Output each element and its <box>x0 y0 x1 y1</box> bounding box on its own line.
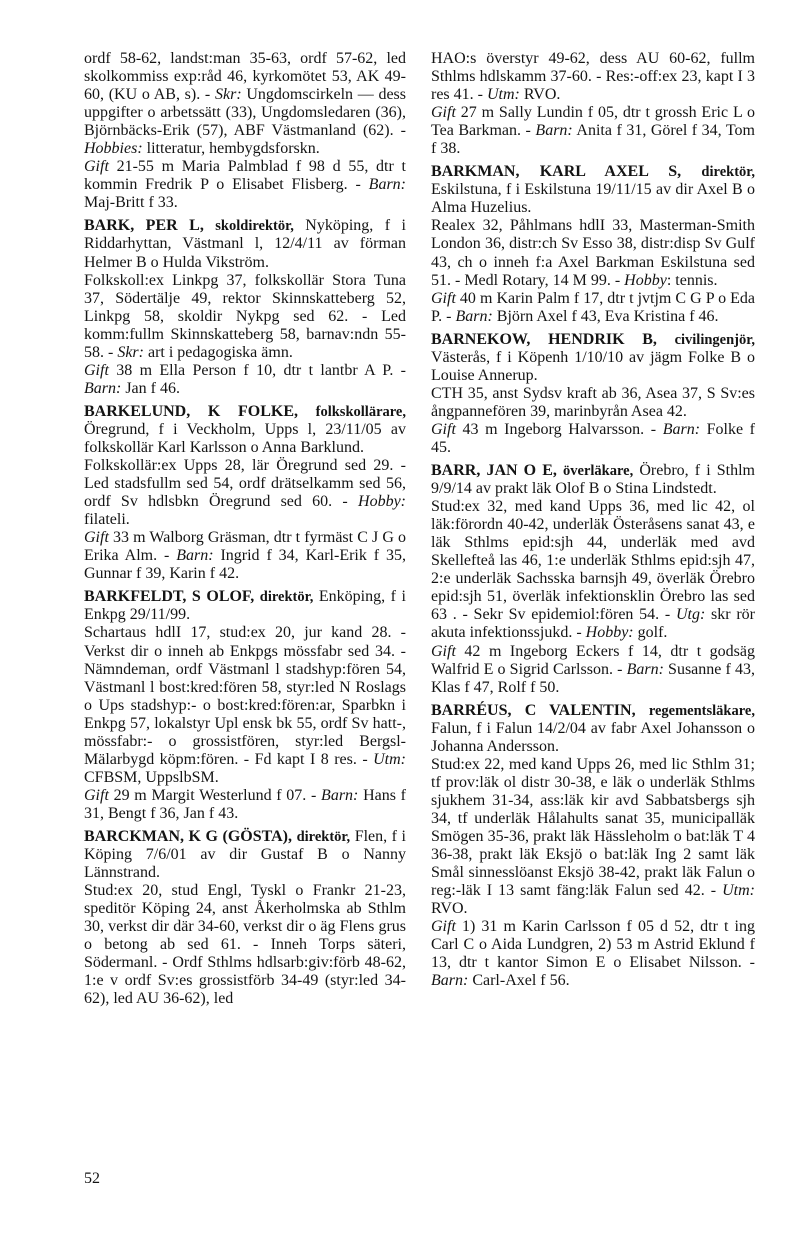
entry-paragraph <box>431 702 755 756</box>
field-label: Barn: <box>455 307 493 325</box>
right-column <box>431 50 755 990</box>
field-label: Skr: <box>214 86 242 104</box>
field-label: Barn: <box>368 176 406 194</box>
entry-text: Västerås, f i Köpenh 1/10/10 av jägm Folke B o Louise Annerup. <box>431 348 755 384</box>
field-label: Utm: <box>486 86 520 104</box>
entry-text: CTH 35, anst Sydsv kraft ab 36, Asea 37, S Sv:es ångpannefören 39, marinbyrån Asea 42. <box>431 384 755 420</box>
person-title: regementsläkare, <box>648 702 755 719</box>
entry-text: filateli. <box>84 511 130 529</box>
entry-text: Folkskollär:ex Upps 28, lär Öregrund sed 29. - Led stadsfullm sed 54, ordf drätselkamm sed 56, ordf Sv hdlsbkn Öregrund sed 60. - <box>84 457 406 511</box>
field-label: Hobby: <box>585 624 634 642</box>
person-name: BARK, PER L, <box>84 217 216 235</box>
field-label: Barn: <box>431 972 469 990</box>
entry-text: RVO. <box>519 86 561 104</box>
entry-text: Falun, f i Falun 14/2/04 av fabr Axel Johansson o Johanna Andersson. <box>431 719 755 755</box>
entry-paragraph <box>84 403 406 457</box>
entry-text: Björn Axel f 43, Eva Kristina f 46. <box>492 307 719 325</box>
person-title: skoldirektör, <box>215 218 294 235</box>
entry-text: 38 m Ella Person f 10, dtr t lantbr A P. - <box>108 361 406 379</box>
field-label: Utm: <box>373 750 406 768</box>
entry-text: 1) 31 m Karin Carlsson f 05 d 52, dtr t ing Carl C o Aida Lundgren, 2) 53 m Astrid Eklund f 13, dtr t kantor Simon E o Elisabet Nilsson. - <box>431 918 755 972</box>
person-name: BARKFELDT, S OLOF, <box>84 588 260 606</box>
biography-entry <box>431 331 755 457</box>
biography-entry <box>431 462 755 697</box>
field-label: Gift <box>84 529 109 547</box>
entry-text: CFBSM, UppslbSM. <box>84 768 219 786</box>
field-label: Gift <box>431 918 456 936</box>
entry-text: Eskilstuna, f i Eskilstuna 19/11/15 av dir Axel B o Alma Huzelius. <box>431 181 755 217</box>
field-label: Utm: <box>722 882 755 900</box>
entry-paragraph <box>431 50 755 104</box>
entry-paragraph <box>431 643 755 697</box>
entry-text: Stud:ex 32, med kand Upps 36, med lic 42, ol läk:förordn 40-42, underläk Österåsens sanat 43, e läk Sthlms epid:sjh 44, underläk med avd Skellefteå las 46, 1:e underläk Sthlms epid:sjh 47, 2:e underläk Sachsska barnsjh 49, överläk Örebro epid:sjh 51, överläk infektionsklin Örebro las sed 63 . - Sekr Sv epidemiol:fören 54. - <box>431 498 755 624</box>
person-title: överläkare, <box>563 463 634 480</box>
entry-paragraph <box>431 498 755 642</box>
field-label: Gift <box>84 361 109 379</box>
biography-entry <box>431 702 755 991</box>
person-title: folkskollärare, <box>315 403 406 420</box>
entry-text: Ingrid f 34, Karl-Erik f 35, Gunnar f 39, Karin f 42. <box>84 547 407 583</box>
entry-paragraph <box>84 50 406 158</box>
person-title: direktör, <box>259 589 314 606</box>
entry-text: 40 m Karin Palm f 17, dtr t jvtjm C G P o Eda P. - <box>431 289 755 325</box>
entry-text: Realex 32, Påhlmans hdlI 33, Masterman-Smith London 36, distr:ch Sv Esso 38, distr:disp Sv Gulf 43, ch o inneh f:a Axel Barkman Eskilstuna sed 51. - Medl Rotary, 14 M 99. - <box>431 217 755 289</box>
field-label: Hobby <box>624 271 667 289</box>
entry-text: 21-55 m Maria Palmblad f 98 d 55, dtr t kommin Fredrik P o Elisabet Flisberg. - <box>84 158 406 194</box>
entry-paragraph <box>431 462 755 498</box>
field-label: Gift <box>84 786 109 804</box>
entry-text: : tennis. <box>666 271 718 289</box>
person-name: BARKELUND, K FOLKE, <box>84 402 316 420</box>
entry-paragraph <box>84 787 406 823</box>
entry-text: 43 m Ingeborg Halvarsson. - <box>455 420 663 438</box>
entry-text: Stud:ex 22, med kand Upps 26, med lic Sthlm 31; tf prov:läk ol distr 30-38, e läk o underläk Sthlms sjukhem 31-34, ass:läk kir avd Sabbatsbergs sjh 34, tf underläk Hålahults sanat 35, municipalläk Smögen 35-36, prakt läk Hässleholm o bat:läk T 4 36-38, prakt läk Eksjö o bat:läk Ing 2 samt läk Smål sinnesslöanst Eksjö 38-42, prakt läk Falun o reg:-läk I 13 samt fäng:läk Falun sed 42. - <box>431 755 755 900</box>
entry-paragraph <box>84 158 406 212</box>
entry-text: Enköping, f i Enkpg 29/11/99. <box>84 588 406 624</box>
entry-paragraph <box>84 828 406 882</box>
entry-text: RVO. <box>431 900 468 918</box>
entry-text: ordf 58-62, landst:man 35-63, ordf 57-62, led skolkommiss exp:råd 46, kyrkomötet 53, AK 49-60, (KU o AB, s). - <box>84 50 406 104</box>
entry-text: Örebro, f i Sthlm 9/9/14 av prakt läk Olof B o Stina Lindstedt. <box>431 462 755 498</box>
entry-paragraph <box>431 331 755 385</box>
entry-text: Öregrund, f i Veckholm, Upps l, 23/11/05 av folkskollär Karl Karlsson o Anna Barklund. <box>84 420 406 456</box>
person-name: BARCKMAN, K G (GÖSTA), <box>84 827 297 845</box>
entry-paragraph <box>84 624 406 786</box>
field-label: Gift <box>431 642 456 660</box>
field-label: Gift <box>431 420 456 438</box>
person-name: BARNEKOW, HENDRIK B, <box>431 330 675 348</box>
entry-paragraph <box>84 882 406 1008</box>
biography-entry <box>84 403 406 583</box>
entry-paragraph <box>84 272 406 362</box>
field-label: Barn: <box>662 420 701 438</box>
biography-entry <box>431 163 755 325</box>
entry-text: Folke f 45. <box>431 420 755 456</box>
field-label: Hobbies: <box>84 140 143 158</box>
entry-paragraph <box>84 588 406 624</box>
field-label: Utg: <box>675 606 706 624</box>
page-number: 52 <box>84 1170 100 1187</box>
entry-text: litteratur, hembygdsforskn. <box>142 140 320 158</box>
field-label: Barn: <box>626 660 664 678</box>
entry-paragraph <box>431 421 755 457</box>
field-label: Gift <box>431 104 456 122</box>
person-name: BARRÉUS, C VALENTIN, <box>431 701 649 719</box>
entry-paragraph <box>431 385 755 421</box>
entry-paragraph <box>84 529 406 583</box>
biography-entry <box>84 217 406 397</box>
entry-text: 33 m Walborg Gräsman, dtr t fyrmäst C J G o Erika Alm. - <box>84 529 406 565</box>
entry-paragraph <box>84 457 406 529</box>
field-label: Skr: <box>117 343 144 361</box>
entry-paragraph <box>431 918 755 990</box>
entry-paragraph <box>431 104 755 158</box>
person-title: civilingenjör, <box>674 331 755 348</box>
entry-text: 42 m Ingeborg Eckers f 14, dtr t godsäg Walfrid E o Sigrid Carlsson. - <box>431 642 755 678</box>
person-name: BARKMAN, KARL AXEL S, <box>431 163 702 181</box>
entry-text: Schartaus hdlI 17, stud:ex 20, jur kand 28. - Verkst dir o inneh ab Enkpgs mössfabr sed 34. - Nämndeman, ordf Västmanl l stadshyp:fören 54, Västmanl l bost:kred:fören 58, styr:led N Roslags o Ups stadshyp:- o bost:kred:fören:ar, Sparbkn i Enkpg 57, lokalstyr Upl ensk bk 55, ordf Sv hatt-, mössfabr:- o grossistfören, styr:led Bergsl-Mälarbygd köpm:fören. - Fd kapt I 8 res. - <box>84 624 406 768</box>
entry-text: golf. <box>633 624 668 642</box>
biography-entry <box>84 588 406 823</box>
entry-text: skr rör akuta infektionssjukd. - <box>431 606 755 642</box>
entry-continuation <box>431 50 755 158</box>
entry-text: art i pedagogiska ämn. <box>143 343 293 361</box>
entry-paragraph <box>431 290 755 326</box>
biography-entry <box>84 828 406 1008</box>
entry-paragraph <box>431 217 755 289</box>
entry-text: Flen, f i Köping 7/6/01 av dir Gustaf B o Nanny Lännstrand. <box>84 827 406 882</box>
entry-text: Ungdomscirkeln — dess uppgifter o arbetssätt (33), Ungdomsledaren (36), Björnbäcks-Erik (57), ABF Västmanland (62). - <box>84 86 406 140</box>
entry-text: HAO:s överstyr 49-62, dess AU 60-62, fullm Sthlms hdlskamm 37-60. - Res:-off:ex 23, kapt I 3 res 41. - <box>431 50 755 104</box>
entry-continuation <box>84 50 406 212</box>
entry-paragraph <box>84 217 406 271</box>
entry-paragraph <box>431 756 755 918</box>
field-label: Barn: <box>321 786 359 804</box>
left-column <box>84 50 406 1008</box>
field-label: Hobby: <box>358 493 406 511</box>
entry-text: Folkskoll:ex Linkpg 37, folkskollär Stora Tuna 37, Södertälje 49, rektor Skinnskatteberg 52, Linkpg 58, skoldir Nykpg sed 62. - Led komm:fullm Skinnskatteberg 58, barnav:ndn 55-58. - <box>84 271 406 361</box>
field-label: Gift <box>431 289 456 307</box>
entry-text: Nyköping, f i Riddarhyttan, Västmanl l, 12/4/11 av förman Helmer B o Hulda Vikström. <box>84 217 406 271</box>
person-name: BARR, JAN O E, <box>431 462 564 480</box>
entry-text: Anita f 31, Görel f 34, Tom f 38. <box>431 122 755 158</box>
entry-paragraph <box>431 163 755 217</box>
field-label: Barn: <box>84 379 122 397</box>
entry-text: 29 m Margit Westerlund f 07. - <box>108 786 322 804</box>
person-title: direktör, <box>296 828 351 845</box>
entry-text: Hans f 31, Bengt f 36, Jan f 43. <box>84 786 406 822</box>
field-label: Gift <box>84 158 109 176</box>
entry-text: Jan f 46. <box>121 379 180 397</box>
entry-text: Maj-Britt f 33. <box>84 194 178 212</box>
entry-paragraph <box>84 362 406 398</box>
entry-text: Stud:ex 20, stud Engl, Tyskl o Frankr 21-23, speditör Köping 24, anst Åkerholmska ab Sthlm 30, verkst dir där 34-60, verkst dir o äg Flens grus o betong ab sed 61. - Inneh Torps säteri, Södermanl. - Ordf Sthlms hdlsarb:giv:förb 48-62, 1:e v ordf Sv:es grossistförb 34-49 (styr:led 34-62), led AU 36-62), led <box>84 882 406 1008</box>
person-title: direktör, <box>701 164 755 181</box>
field-label: Barn: <box>535 122 573 140</box>
entry-text: Carl-Axel f 56. <box>468 972 570 990</box>
entry-text: Susanne f 43, Klas f 47, Rolf f 50. <box>431 660 756 696</box>
entry-text: 27 m Sally Lundin f 05, dtr t grossh Eric L o Tea Barkman. - <box>431 104 755 140</box>
field-label: Barn: <box>176 547 214 565</box>
